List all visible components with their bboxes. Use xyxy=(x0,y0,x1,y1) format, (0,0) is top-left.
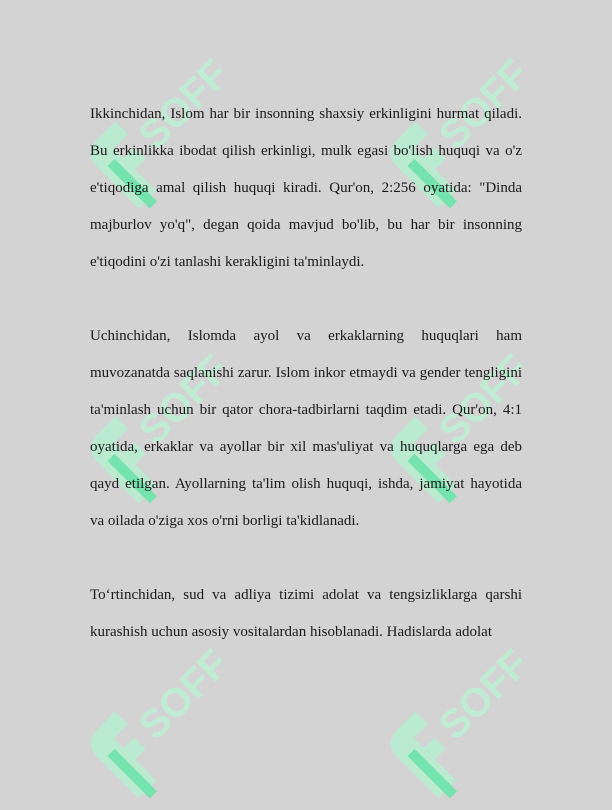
paragraph-uchinchidan: Uchinchidan, Islomda ayol va erkaklarning huquqlari ham muvozanatda saqlanishi zarur. Islom inkor etmaydi va gender tengligini ta'minlash uchun bir qator chora-tadbirlarni taqdim etadi. Qur'on, 4:1 oyatida, erkaklar va ayollar bir xil mas'uliyat va huquqlarga ega deb qayd etilgan. Ayollarning ta'lim olish huquqi, ishda, jamiyat hayotida va oilada o'ziga xos o'rni borligi ta'kidlanadi. xyxy=(90,328,522,529)
watermark-text: SOFF xyxy=(130,51,238,159)
paragraph-tortinchidan: To‘rtinchidan, sud va adliya tizimi adolat va tengsizliklarga qarshi kurashish uchun asosiy vositalardan hisoblanadi. Hadislarda adolat xyxy=(90,587,522,640)
watermark-text: SOFF xyxy=(130,346,238,454)
watermark-text: SOFF xyxy=(430,346,538,454)
watermark-text: SOFF xyxy=(130,641,238,749)
watermark-text: SOFF xyxy=(430,641,538,749)
watermark-text: SOFF xyxy=(430,51,538,159)
document-body xyxy=(90,96,522,688)
paragraph-ikkinchidan: Ikkinchidan, Islom har bir insonning shaxsiy erkinligini hurmat qiladi. Bu erkinlikka ibodat qilish erkinligi, mulk egasi bo'lish huquqi va o'z e'tiqodiga amal qilish huquqi kiradi. Qur'on, 2:256 oyatida: "Dinda majburlov yo'q", degan qoida mavjud bo'lib, bu har bir insonning e'tiqodini o'zi tanlashi kerakligini ta'minlaydi. xyxy=(90,106,522,270)
